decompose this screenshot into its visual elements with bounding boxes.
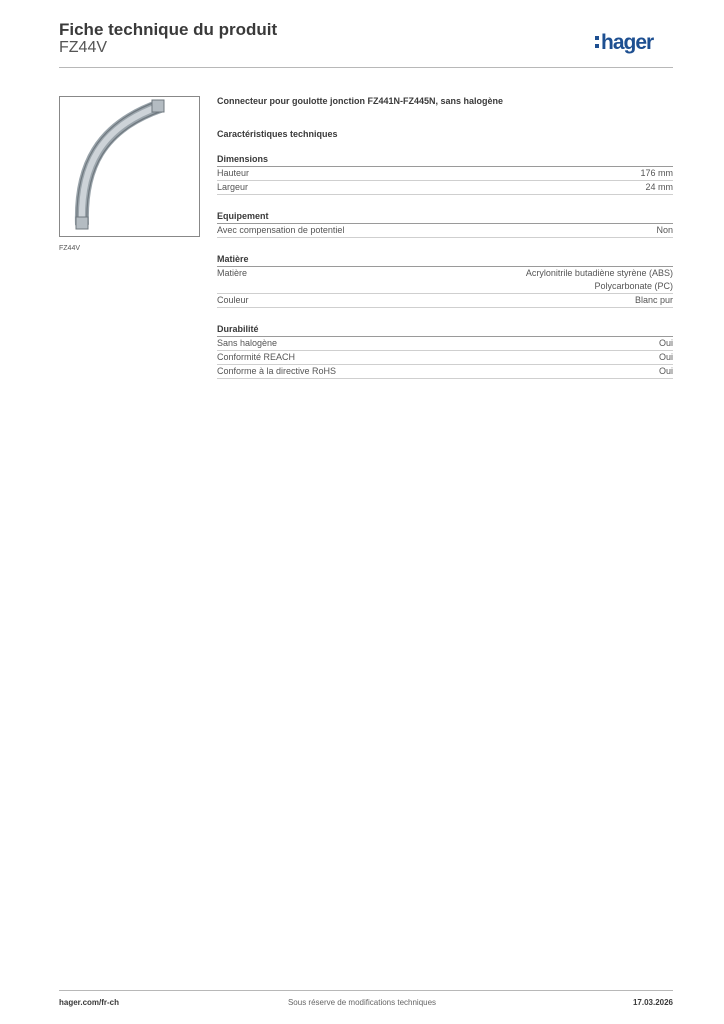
spec-content — [217, 96, 673, 379]
spec-row — [217, 267, 673, 294]
logo-dot-bottom — [595, 44, 599, 48]
section-title: Equipement — [217, 210, 673, 224]
connector-end-bottom — [76, 217, 88, 229]
image-caption: FZ44V — [59, 245, 81, 252]
spec-value: Oui — [658, 352, 673, 362]
product-description: Connecteur pour goulotte jonction FZ441N-FZ445N, sans halogène — [217, 96, 504, 106]
section-title: Dimensions — [217, 153, 673, 167]
spec-label: Sans halogène — [217, 338, 278, 348]
section-durabilite — [217, 323, 673, 379]
product-image — [59, 96, 200, 237]
tech-heading: Caractéristiques techniques — [217, 129, 338, 139]
spec-label: Conforme à la directive RoHS — [217, 366, 337, 376]
spec-row — [217, 224, 673, 238]
connector-highlight — [82, 106, 160, 225]
spec-row — [217, 181, 673, 195]
footer-url-link[interactable]: hager.com/fr-ch — [59, 998, 120, 1007]
spec-label: Conformité REACH — [217, 352, 296, 362]
logo-text: hager — [601, 31, 654, 54]
product-code: FZ44V — [59, 39, 108, 56]
spec-label: Matière — [217, 268, 248, 278]
spec-value: Non — [656, 225, 673, 235]
footer-note: Sous réserve de modifications techniques — [287, 998, 437, 1007]
logo-dot-top — [595, 36, 599, 40]
section-title: Durabilité — [217, 323, 673, 337]
spec-value: Blanc pur — [634, 295, 673, 305]
spec-value: 176 mm — [640, 168, 673, 178]
spec-row — [217, 337, 673, 351]
spec-label: Hauteur — [217, 168, 250, 178]
page-title: Fiche technique du produit — [59, 20, 278, 39]
hager-logo — [594, 28, 674, 56]
spec-label: Largeur — [217, 182, 249, 192]
spec-value-multiline — [526, 267, 673, 293]
section-title: Matière — [217, 253, 673, 267]
spec-row — [217, 294, 673, 308]
spec-row — [217, 365, 673, 379]
footer-divider — [59, 990, 673, 991]
spec-row — [217, 351, 673, 365]
header-divider — [59, 67, 673, 68]
spec-label: Couleur — [217, 295, 249, 305]
spec-label: Avec compensation de potentiel — [217, 225, 345, 235]
spec-value-line: Acrylonitrile butadiène styrène (ABS) — [525, 268, 673, 278]
spec-value-line: Polycarbonate (PC) — [594, 281, 673, 291]
footer-date: 17.03.2026 — [632, 998, 673, 1007]
connector-end-top — [152, 100, 164, 112]
spec-value: 24 mm — [645, 182, 673, 192]
spec-value: Oui — [658, 338, 673, 348]
section-equipement — [217, 210, 673, 238]
section-matiere — [217, 253, 673, 308]
section-dimensions — [217, 153, 673, 195]
connector-illustration — [60, 97, 199, 236]
spec-row — [217, 167, 673, 181]
spec-value: Oui — [658, 366, 673, 376]
